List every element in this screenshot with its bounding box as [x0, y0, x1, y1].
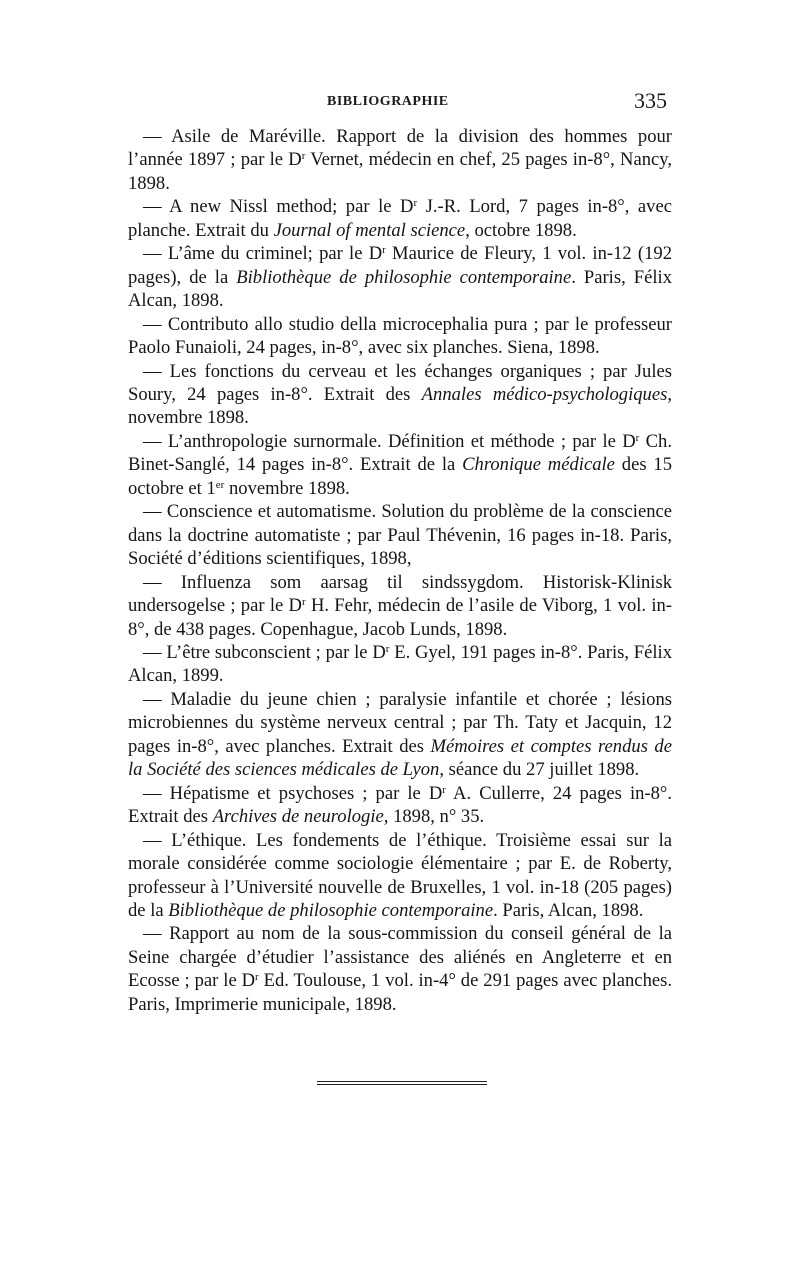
italic-title: Bibliothèque de philosophie contemporaine	[236, 266, 572, 288]
bibliography-entry	[128, 571, 672, 641]
entry-text: — Influenza som aarsag til sindssygdom. Historisk-Klinisk undersogelse ; par le D	[128, 571, 672, 617]
entry-text: Vernet, médecin en chef, 25 pages in-8°, Nancy, 1898.	[128, 149, 672, 194]
italic-title: Mémoires et comptes rendus de la Société des sciences médicales de Lyon	[128, 735, 672, 781]
superscript: r	[255, 971, 259, 984]
entry-text: Ed. Toulouse, 1 vol. in-4° de 291 pages avec planches. Paris, Imprimerie municipale, 1898.	[128, 970, 672, 1015]
entry-text: H. Fehr, médecin de l’asile de Viborg, 1 vol. in-8°, de 438 pages. Copenhague, Jacob Lunds, 1898.	[128, 595, 672, 640]
italic-title: Journal of mental science	[273, 219, 466, 241]
italic-title: Chronique médicale	[462, 454, 615, 476]
bibliography-entry	[128, 125, 672, 195]
bibliography-entry	[128, 500, 672, 570]
running-title: BIBLIOGRAPHIE	[327, 94, 449, 109]
italic-title: Annales médico-psychologiques	[421, 383, 668, 405]
entry-text: Ch. Binet-Sanglé, 14 pages in-8°. Extrait de la	[128, 430, 672, 476]
entry-text: — L’âme du criminel; par le D	[143, 243, 383, 265]
entry-text: A. Cullerre, 24 pages in-8°. Extrait des	[128, 782, 672, 828]
bibliography-entry	[128, 641, 672, 688]
superscript: r	[385, 642, 390, 655]
entry-text: Maurice de Fleury, 1 vol. in-12 (192 pages), de la	[128, 243, 672, 288]
entry-text: — Hépatisme et psychoses ; par le D	[143, 782, 443, 804]
bibliography-entry	[128, 360, 672, 430]
entry-text: — L’anthropologie surnormale. Définition et méthode ; par le D	[143, 430, 636, 452]
bibliography-entry	[128, 782, 672, 829]
bibliography-entry	[128, 313, 672, 360]
entry-text: — L’éthique. Les fondements de l’éthique. Troisième essai sur la morale considérée comme sociologie élémentaire ; par E. de Roberty, professeur à l’Université nouvelle de Bruxelles, 1 vol. in-18 (205 pages) de la	[128, 829, 672, 921]
italic-title: Archives de neurologie	[212, 806, 384, 828]
entry-text: — Rapport au nom de la sous-commission du conseil général de la Seine chargée d’étudier l’assistance des aliénés en Angleterre et en Ecosse ; par le D	[128, 923, 672, 992]
italic-title: Bibliothèque de philosophie contemporaine	[168, 899, 494, 921]
entry-text: , 1898, n° 35.	[383, 806, 485, 828]
entry-text: des 15 octobre et 1	[128, 454, 672, 499]
bibliography-entry	[128, 922, 672, 1016]
entry-text: J.-R. Lord, 7 pages in-8°, avec planche. Extrait du	[128, 196, 672, 241]
entry-text: novembre 1898.	[224, 477, 350, 499]
entry-text: — Maladie du jeune chien ; paralysie infantile et chorée ; lésions microbiennes du système nerveux central ; par Th. Taty et Jacquin, 12 pages in-8°, avec planches. Extrait des	[128, 688, 672, 757]
end-rule	[317, 1081, 487, 1082]
entry-text: , octobre 1898.	[465, 219, 577, 241]
bibliography-entry	[128, 829, 672, 923]
page-number: 335	[634, 88, 667, 113]
superscript: r	[301, 150, 306, 163]
bibliography-entry	[128, 430, 672, 500]
entry-text: , novembre 1898.	[128, 383, 672, 429]
superscript: r	[382, 244, 386, 257]
entry-text: — Asile de Maréville. Rapport de la division des hommes pour l’année 1897 ; par le D	[128, 126, 672, 171]
entry-text: — L’être subconscient ; par le D	[143, 641, 386, 663]
entry-text: . Paris, Alcan, 1898.	[493, 899, 644, 921]
superscript: r	[413, 197, 418, 210]
entry-text: , séance du 27 juillet 1898.	[439, 759, 640, 781]
entry-text: . Paris, Félix Alcan, 1898.	[128, 266, 672, 312]
entry-text: — Les fonctions du cerveau et les échanges organiques ; par Jules Soury, 24 pages in-8°. Extrait des	[128, 360, 672, 405]
bibliography-entry	[128, 195, 672, 242]
page-header	[0, 88, 800, 116]
entry-text: — A new Nissl method; par le D	[143, 196, 414, 218]
superscript: r	[635, 431, 640, 444]
bibliography-entries	[128, 125, 672, 1016]
bibliography-entry	[128, 688, 672, 782]
entry-text: — Conscience et automatisme. Solution du problème de la conscience dans la doctrine automatiste ; par Paul Thévenin, 16 pages in-18. Paris, Société d’éditions scientifiques, 1898,	[128, 501, 672, 570]
superscript: r	[301, 596, 306, 609]
bibliography-entry	[128, 242, 672, 312]
entry-text: E. Gyel, 191 pages in-8°. Paris, Félix Alcan, 1899.	[128, 641, 672, 687]
superscript: r	[442, 783, 446, 796]
superscript: er	[215, 478, 225, 491]
entry-text: — Contributo allo studio della microcephalia pura ; par le professeur Paolo Funaioli, 24 pages, in-8°, avec six planches. Siena, 1898.	[128, 313, 672, 359]
